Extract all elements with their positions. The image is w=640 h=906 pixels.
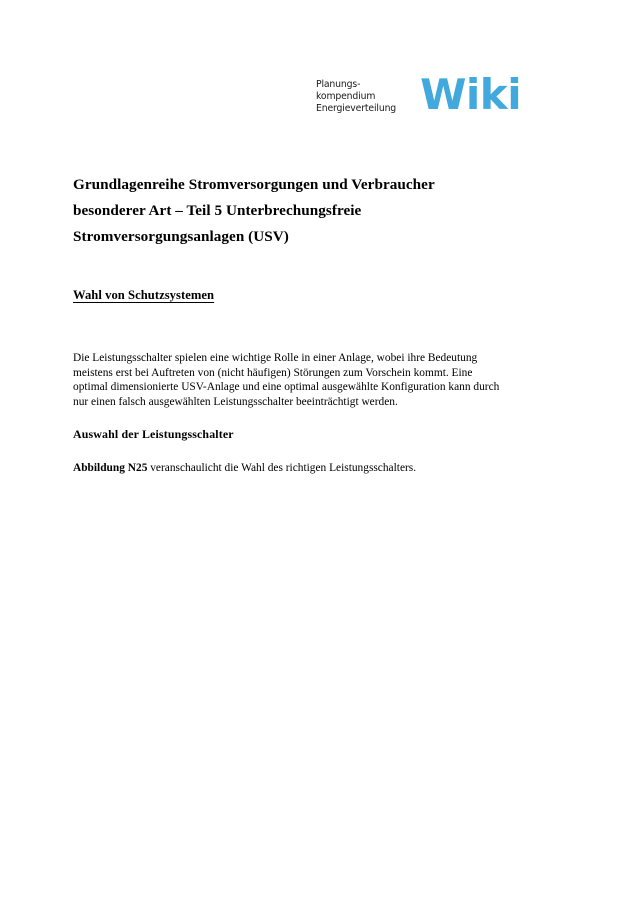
document-title-line-2: besonderer Art – Teil 5 Unterbrechungsfreie [73, 202, 362, 219]
document-title-line-3: Stromversorgungsanlagen (USV) [73, 228, 289, 245]
figure-reference [73, 461, 416, 476]
section-heading: Wahl von Schutzsystemen [73, 288, 215, 302]
body-paragraph-line-2: meistens erst bei Auftreten von (nicht häufigen) Störungen zum Vorschein kommt. Eine [73, 366, 473, 379]
document-title [73, 172, 513, 250]
body-paragraph-line-4: nur einen falsch ausgewählten Leistungsschalter beeinträchtigt werden. [73, 395, 398, 408]
logo-wiki-text: Wiki [420, 69, 522, 119]
document-title-line-1: Grundlagenreihe Stromversorgungen und Verbraucher [73, 176, 435, 193]
body-paragraph [73, 351, 559, 409]
body-paragraph-line-3: optimal dimensionierte USV-Anlage und eine optimal ausgewählte Konfiguration kann durch [73, 381, 500, 394]
sub-heading: Auswahl der Leistungsschalter [73, 427, 234, 441]
figure-reference-label: Abbildung N25 [73, 462, 148, 474]
logo-wordmark-line-1: Planungs- [316, 78, 361, 90]
brand-logo [316, 68, 566, 124]
logo-wordmark [316, 77, 396, 116]
logo-wordmark-line-3: Energieverteilung [316, 103, 397, 115]
body-paragraph-line-1: Die Leistungsschalter spielen eine wichtige Rolle in einer Anlage, wobei ihre Bedeutung [73, 352, 478, 364]
figure-reference-text: veranschaulicht die Wahl des richtigen Leistungsschalters. [147, 462, 417, 474]
logo-wordmark-line-2: kompendium [316, 90, 376, 102]
